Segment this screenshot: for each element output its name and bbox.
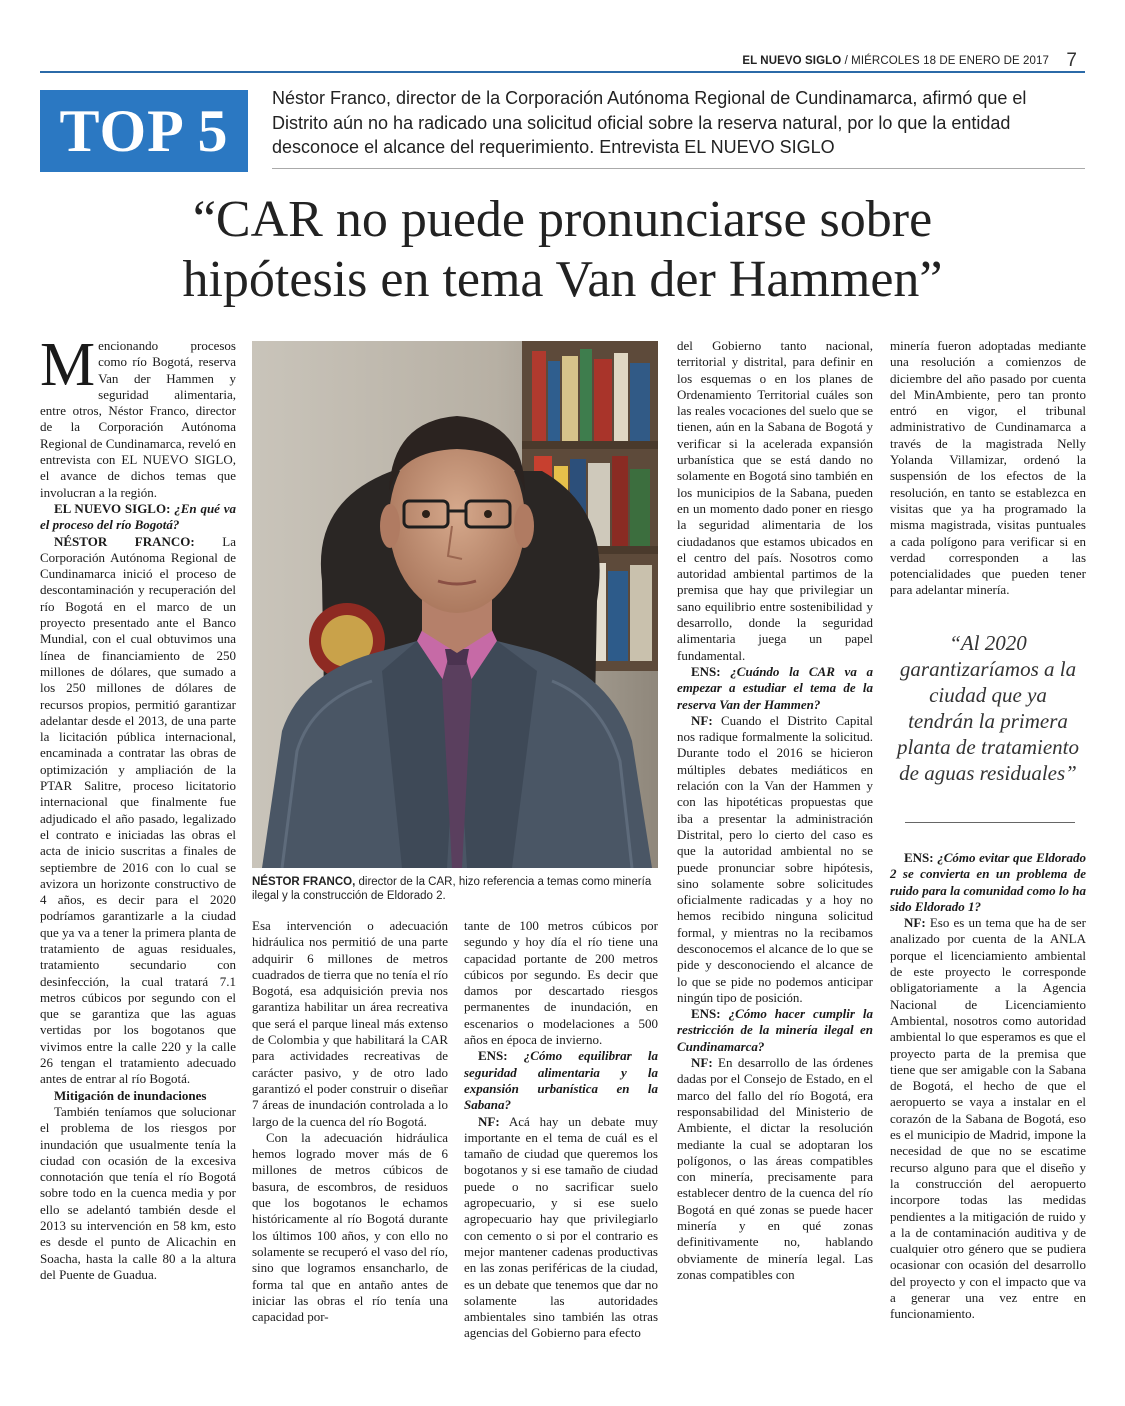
question-text: ¿Cuándo la CAR va a empezar a estudiar el tema de la reserva Van der Hammen? bbox=[677, 663, 873, 712]
article-column-5-top bbox=[890, 338, 1086, 599]
question-label: ENS: bbox=[691, 663, 721, 679]
answer-text: Cuando el Distrito Capital nos radique formalmente la solicitud. Durante todo el 2016 se hicieron múltiples debates mediáticos en relación con la Van der Hammen y con las hipotéticas propuestas que iba a presentar la administración Distrital, pero lo cierto del caso es que la autoridad ambiental no se puede pronunciar sobre hipótesis, sino solamente sobre solicitudes oficialmente radicadas y a hoy no hemos recibido ninguna solicitud formal, y mientras no la recibamos desconocemos el alcance de lo que se pide y desconociendo el alcance de lo que se pide no podemos anticipar ningún tipo de posición. bbox=[677, 712, 873, 1005]
question-label: EL NUEVO SIGLO: bbox=[54, 500, 171, 516]
answer-text: Eso es un tema que ha de ser analizado por cuenta de la ANLA porque el licenciamiento ambiental de este proyecto le corresponde obligatoriamente a la Agencia Nacional de Licenciamiento Ambiental, nosotros como autoridad ambiental lo que esperamos es que el proyecto parta de la premisa que tiene que ser amigable con la Sabana de Bogotá, el hecho de que el aeropuerto se vaya a instalar en el corazón de la Sabana de Bogotá, eso es el municipio de Madrid, impone la necesidad de que no se escatime recurso alguno para que el diseño y la construcción del aeropuerto incorpore todas las medidas pendientes a la mitigación de ruido y a la de contaminación auditiva y de cualquier otro género que se pudiera ocasionar con ocasión del desarrollo del proyecto y con el impacto que va a generar una vez entre en funcionamiento. bbox=[890, 915, 1086, 1322]
headline bbox=[60, 190, 1065, 310]
caption-name: NÉSTOR FRANCO, bbox=[252, 876, 356, 888]
question-text: ¿Cómo hacer cumplir la restricción de la minería ilegal en Cundinamarca? bbox=[677, 1006, 873, 1054]
photo-caption bbox=[252, 875, 658, 903]
portrait-illustration bbox=[252, 341, 658, 868]
page-number: 7 bbox=[1066, 50, 1077, 71]
intro-paragraph: encionando procesos como río Bogotá, reserva Van der Hammen y seguridad alimentaria, entre otros, Néstor Franco, director de la Corporación Autónoma Regional de Cundinamarca, reveló en entrevista con EL NUEVO SIGLO, el avance de dichos temas que involucran a la región. bbox=[40, 338, 237, 500]
body-paragraph: minería fueron adoptadas mediante una resolución a comienzos de diciembre del año pasado por cuenta del MinAmbiente, pero tan pronto entró en vigor, el tribunal administrativo de Cundinamarca a través de la magistrada Nelly Yolanda Villamizar, ordenó la suspensión de los efectos de la resolución, en tanto se establezca en visitas que ya ha programado la misma magistrada, visitas puntuales a cada polígono para verificar si en verdad corresponden a las potencialidades que pueden tener para adelantar minería. bbox=[890, 338, 1086, 598]
headline-line-2: hipótesis en tema Van der Hammen” bbox=[182, 251, 943, 308]
pull-quote: “Al 2020 garantizaríamos a la ciudad que ya tendrán la primera planta de tratamiento de aguas residuales” bbox=[897, 631, 1079, 785]
question-label: ENS: bbox=[904, 850, 934, 865]
article-deck: Néstor Franco, director de la Corporación Autónoma Regional de Cundinamarca, afirmó que el Distrito aún no ha radicado una solicitud oficial sobre la reserva natural, por lo que la entidad desconoce el alcance del requerimiento. Entrevista EL NUEVO SIGLO bbox=[272, 88, 1027, 157]
answer-label: NF: bbox=[691, 712, 713, 728]
question-text: ¿Cómo equilibrar la seguridad alimentaria y la expansión urbanística en la Sabana? bbox=[464, 1048, 658, 1113]
body-paragraph: tante de 100 metros cúbicos por segundo y hoy día el río tiene una capacidad portante de 200 metros cúbicos por segundo. Es decir que damos por descartado riesgos permanentes de inundación, en escenarios o modelaciones a 500 años en época de invierno. bbox=[464, 918, 658, 1048]
headline-line-1: “CAR no puede pronunciarse sobre bbox=[192, 191, 933, 248]
answer-label: NF: bbox=[478, 1113, 500, 1129]
portrait-photo bbox=[252, 341, 658, 868]
question-label: ENS: bbox=[691, 1006, 721, 1022]
article-column-1 bbox=[40, 331, 237, 1283]
header-rule bbox=[40, 71, 1085, 73]
article-column-2 bbox=[252, 918, 448, 1325]
body-paragraph: También teníamos que solucionar el problema de los riesgos por inundación que usualmente tenía la ciudad con ocasión de la excesiva connotación que tenía el río Bogotá sobre todo en la cuenca media y por ello se adelantó también desde el 2013 su intervención en 58 km, esto es desde el punto de Alicachin en Soacha, hasta la calle 80 a la altura del Puente de Guadua. bbox=[40, 1103, 236, 1282]
body-paragraph: del Gobierno tanto nacional, territorial y distrital, para definir en los esquemas o en los planes de Ordenamiento Territorial cuáles son las reales vocaciones del suelo que se tienen, aún en la Sabana de Bogotá y verificar si la acelerada expansión urbanística que se está dando no solamente en Bogotá sino también en los municipios de la Sabana, pueden en un momento dado poner en riesgo la seguridad alimentaria de los ciudadanos que estamos ubicados en el centro del país. Nosotros como autoridad ambiental partimos de la premisa que hay que privilegiar un sano equilibrio entre sostenibilidad y desarrollo, donde la seguridad alimentaria juega un papel fundamental. bbox=[677, 338, 873, 663]
pull-quote-rule bbox=[905, 822, 1075, 823]
subheading: Mitigación de inundaciones bbox=[54, 1087, 207, 1103]
article-column-3 bbox=[464, 918, 658, 1342]
drop-cap: M bbox=[40, 331, 96, 399]
page-folio bbox=[742, 50, 1077, 72]
answer-text: Acá hay un debate muy importante en el tema de cuál es el tamaño de ciudad que queremos los bogotanos y si ese tamaño de ciudad puede o no sacrificar suelo agropecuario, y si ese suelo agropecuario hay que privilegiarlo con cemento o si por el contrario es mejor mantener cadenas productivas en las zonas periféricas de la ciudad, es un debate que tenemos que dar no solamente las autoridades ambientales sino también las otras agencias del Gobierno para efecto bbox=[464, 1113, 658, 1341]
question-text: ¿En qué va el proceso del río Bogotá? bbox=[40, 500, 237, 533]
question-label: ENS: bbox=[478, 1048, 508, 1064]
paper-name: EL NUEVO SIGLO bbox=[742, 55, 842, 67]
answer-label: NF: bbox=[691, 1055, 713, 1071]
body-paragraph: Con la adecuación hidráulica hemos logrado mover más de 6 millones de metros cúbicos de basura, de escombros, de residuos que los bogotanos le echamos históricamente al río Bogotá durante los últimos 100 años, y con ello no solamente se recuperó el vaso del río, sino que logramos ensancharlo, de forma tal que en antaño antes de iniciar las obras el río tenía una capacidad por- bbox=[252, 1129, 448, 1325]
article-column-5-bottom bbox=[890, 850, 1086, 1323]
article-column-4 bbox=[677, 338, 873, 1283]
answer-text: En desarrollo de las órdenes dadas por el Consejo de Estado, en el marco del fallo del río Bogotá, era responsabilidad del Ministerio de Ambiente, el dictar la resolución mediante la cual se adoptaran los polígonos, o las áreas compatibles con minería, precisamente para establecer dentro de la cuenca del río Bogotá en qué zonas se puede hacer minería y en qué zonas definitivamente no, hablando obviamente de minería legal. Las zonas compatibles con bbox=[677, 1055, 873, 1282]
question-text: ¿Cómo evitar que Eldorado 2 se convierta en un problema de ruido para la comunidad como lo ha sido Eldorado 1? bbox=[890, 850, 1086, 914]
answer-text: La Corporación Autónoma Regional de Cundinamarca inició el proceso de descontaminación y recuperación del río Bogotá en el marco de un proyecto presentado ante el Banco Mundial, con el cual obtuvimos una línea de financiamiento de 250 millones de dólares, que sumado a los 250 millones de dólares de recursos propios, permitió garantizar adelantar desde el 2013, de una parte la licitación pública internacional, encaminada a contratar las obras de optimización y ampliación de la PTAR Salitre, proceso licitatorio internacional que finalmente fue adjudicado el año pasado, legalizado el contrato e iniciadas las obras el acta de inicio suscritas a finales de septiembre de 2016 con lo cual se avizora un horizonte constructivo de 4 años, es decir para el 2020 podríamos garantizarle a la ciudad que ya va a tener la primera planta de tratamiento de aguas residuales, tratamiento secundario con desinfección, la cual tratará 7.1 metros cúbicos por segundo con el que se garantiza que las aguas vertidas por los bogotanos que vivimos entre la calle 220 y la calle 26 tengan el tratamiento adecuado antes de entrar al río Bogotá. bbox=[40, 533, 236, 1087]
issue-date: / MIÉRCOLES 18 DE ENERO DE 2017 bbox=[844, 55, 1050, 67]
deck-rule bbox=[272, 168, 1085, 169]
body-paragraph: Esa intervención o adecuación hidráulica nos permitió de una parte adquirir 6 millones de metros cuadrados de tierra que no tenía el río Bogotá, esa adquisición previa nos garantiza habilitar un área recreativa que será el parque lineal más extenso de Colombia y que habilitará la CAR para actividades recreativas de carácter pasivo, y de otro lado garantizó el poder construir o diseñar 7 áreas de inundación controlada a lo largo de la cuenca del río Bogotá. bbox=[252, 918, 448, 1129]
caption-text: director de la CAR, hizo referencia a temas como minería ilegal y la construcción de Eldorado 2. bbox=[252, 876, 652, 902]
answer-label: NF: bbox=[904, 915, 926, 931]
answer-label: NÉSTOR FRANCO: bbox=[54, 533, 195, 549]
section-label: TOP 5 bbox=[40, 90, 248, 172]
